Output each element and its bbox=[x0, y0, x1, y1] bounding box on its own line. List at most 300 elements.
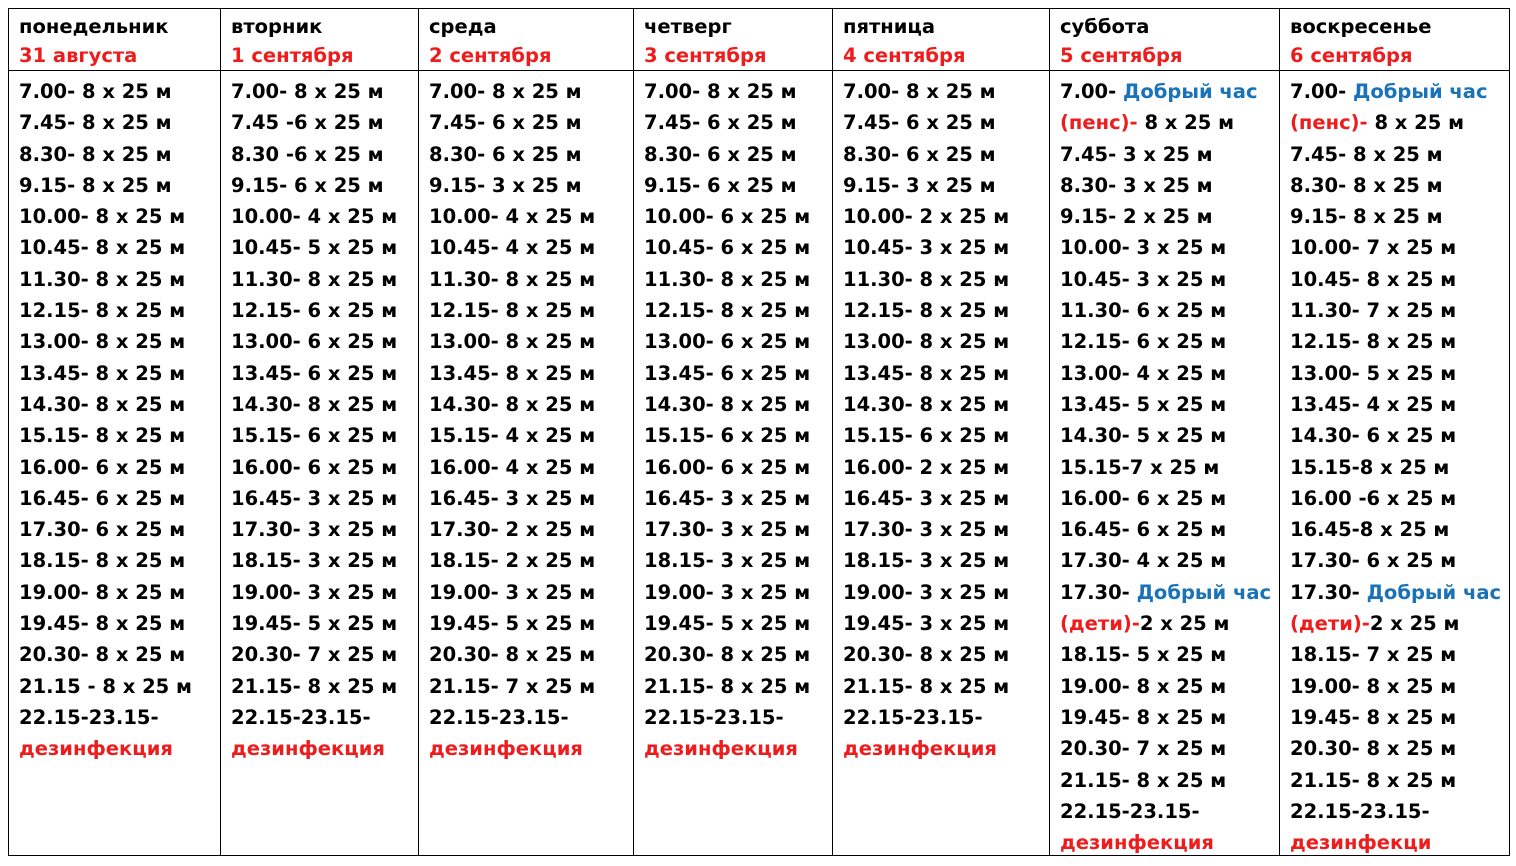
session-text: 22.15-23.15- bbox=[1290, 799, 1430, 823]
session-line bbox=[429, 139, 633, 170]
session-text: 19.45- 5 х 25 м bbox=[231, 612, 398, 636]
session-text: 17.30- 4 х 25 м bbox=[1060, 549, 1227, 573]
session-line bbox=[1060, 389, 1279, 420]
session-text: 10.45- 8 х 25 м bbox=[1290, 267, 1457, 291]
session-text: дезинфекция bbox=[19, 737, 173, 761]
session-line bbox=[1060, 702, 1279, 733]
session-text: 8.30- 8 х 25 м bbox=[1290, 173, 1443, 197]
session-text: дезинфекция bbox=[429, 737, 583, 761]
session-line bbox=[644, 639, 832, 670]
session-line bbox=[231, 264, 418, 295]
session-line bbox=[843, 139, 1049, 170]
session-text: 9.15- 3 х 25 м bbox=[843, 173, 996, 197]
session-line bbox=[1290, 107, 1509, 138]
session-text: 10.00- 6 х 25 м bbox=[644, 205, 811, 229]
session-text: 13.00- 6 х 25 м bbox=[644, 330, 811, 354]
session-text: 12.15- 8 х 25 м bbox=[1290, 330, 1457, 354]
session-line bbox=[429, 326, 633, 357]
session-line bbox=[429, 545, 633, 576]
session-text: 12.15- 6 х 25 м bbox=[1060, 330, 1227, 354]
session-line bbox=[429, 201, 633, 232]
session-list bbox=[1050, 71, 1279, 858]
session-text: 16.00- 6 х 25 м bbox=[1060, 486, 1227, 510]
session-line bbox=[231, 577, 418, 608]
session-line bbox=[19, 232, 220, 263]
day-date: 2 сентября bbox=[429, 44, 552, 67]
day-header bbox=[1050, 9, 1279, 71]
session-text: 19.00- 8 х 25 м bbox=[1290, 674, 1457, 698]
session-line bbox=[231, 702, 418, 733]
session-text: 11.30- 6 х 25 м bbox=[1060, 299, 1227, 323]
session-line bbox=[231, 201, 418, 232]
session-line bbox=[1290, 639, 1509, 670]
session-text: 10.45- 4 х 25 м bbox=[429, 236, 596, 260]
day-column-5 bbox=[1050, 9, 1280, 855]
session-line bbox=[1290, 608, 1509, 639]
session-text: 13.45- 6 х 25 м bbox=[644, 361, 811, 385]
session-text: 15.15- 6 х 25 м bbox=[843, 424, 1010, 448]
session-line bbox=[644, 514, 832, 545]
session-text: 22.15-23.15- bbox=[843, 705, 983, 729]
session-line bbox=[1290, 702, 1509, 733]
session-text: 13.00- 8 х 25 м bbox=[429, 330, 596, 354]
session-text: 20.30- 8 х 25 м bbox=[429, 643, 596, 667]
session-line bbox=[843, 702, 1049, 733]
session-text: 19.00- 8 х 25 м bbox=[19, 580, 186, 604]
session-line bbox=[19, 671, 220, 702]
session-line bbox=[644, 733, 832, 764]
day-name: четверг bbox=[644, 15, 732, 38]
day-column-4 bbox=[833, 9, 1050, 855]
day-header bbox=[419, 9, 633, 71]
session-line bbox=[843, 452, 1049, 483]
session-text: 11.30- 8 х 25 м bbox=[644, 267, 811, 291]
session-text: 21.15- 8 х 25 м bbox=[231, 674, 398, 698]
session-text: 12.15- 8 х 25 м bbox=[429, 299, 596, 323]
day-column-1 bbox=[221, 9, 419, 855]
session-line bbox=[19, 420, 220, 451]
session-line bbox=[644, 201, 832, 232]
session-text: 12.15- 8 х 25 м bbox=[19, 299, 186, 323]
session-text: 11.30- 7 х 25 м bbox=[1290, 299, 1457, 323]
session-text: 19.00- 3 х 25 м bbox=[231, 580, 398, 604]
session-line bbox=[429, 76, 633, 107]
session-line bbox=[1060, 170, 1279, 201]
session-text: 13.45- 6 х 25 м bbox=[231, 361, 398, 385]
session-text: 13.45- 4 х 25 м bbox=[1290, 392, 1457, 416]
session-text: 18.15- 3 х 25 м bbox=[644, 549, 811, 573]
session-text: 16.45- 6 х 25 м bbox=[1060, 518, 1227, 542]
session-text: Добрый час bbox=[1353, 80, 1488, 103]
session-text: (дети)- bbox=[1060, 612, 1140, 636]
session-line bbox=[1290, 765, 1509, 796]
session-line bbox=[1290, 514, 1509, 545]
session-line bbox=[19, 107, 220, 138]
session-line bbox=[231, 107, 418, 138]
session-text: 10.00- 2 х 25 м bbox=[843, 205, 1010, 229]
session-text: 20.30- 7 х 25 м bbox=[231, 643, 398, 667]
session-line bbox=[1060, 827, 1279, 858]
session-text: 10.45- 3 х 25 м bbox=[843, 236, 1010, 260]
session-line bbox=[19, 608, 220, 639]
session-line bbox=[644, 452, 832, 483]
session-text: 19.45- 8 х 25 м bbox=[19, 612, 186, 636]
session-text: дезинфекция bbox=[843, 737, 997, 761]
session-text: 14.30- 8 х 25 м bbox=[843, 392, 1010, 416]
session-text: 8.30- 6 х 25 м bbox=[429, 142, 582, 166]
session-line bbox=[1290, 733, 1509, 764]
session-line bbox=[19, 702, 220, 733]
session-text: 9.15- 6 х 25 м bbox=[231, 173, 384, 197]
session-text: 17.30- 3 х 25 м bbox=[231, 518, 398, 542]
session-line bbox=[1060, 452, 1279, 483]
session-line bbox=[644, 483, 832, 514]
session-line bbox=[429, 608, 633, 639]
session-line bbox=[843, 514, 1049, 545]
session-text: 16.45- 3 х 25 м bbox=[644, 486, 811, 510]
day-column-0 bbox=[9, 9, 221, 855]
day-date: 6 сентября bbox=[1290, 44, 1413, 67]
session-text: 10.45- 8 х 25 м bbox=[19, 236, 186, 260]
session-line bbox=[644, 702, 832, 733]
session-line bbox=[19, 483, 220, 514]
session-text: Добрый час bbox=[1366, 580, 1502, 604]
session-line bbox=[843, 420, 1049, 451]
session-text: 10.45- 3 х 25 м bbox=[1060, 267, 1227, 291]
session-line bbox=[429, 170, 633, 201]
session-text: 22.15-23.15- bbox=[644, 705, 784, 729]
session-text: 17.30- bbox=[1290, 580, 1367, 604]
session-line bbox=[1290, 827, 1509, 858]
day-column-6 bbox=[1280, 9, 1509, 855]
session-text: 16.45- 3 х 25 м bbox=[843, 486, 1010, 510]
session-line bbox=[429, 733, 633, 764]
session-line bbox=[1060, 326, 1279, 357]
session-line bbox=[644, 264, 832, 295]
session-line bbox=[19, 264, 220, 295]
session-text: 13.00- 6 х 25 м bbox=[231, 330, 398, 354]
session-line bbox=[231, 232, 418, 263]
session-text: 21.15- 8 х 25 м bbox=[1290, 768, 1457, 792]
session-list bbox=[221, 71, 418, 765]
session-text: 14.30- 8 х 25 м bbox=[231, 392, 398, 416]
session-line bbox=[1060, 765, 1279, 796]
session-text: (дети)- bbox=[1290, 612, 1370, 636]
session-text: 15.15-8 х 25 м bbox=[1290, 455, 1450, 479]
session-text: (пенс)- bbox=[1290, 111, 1368, 135]
session-text: 15.15- 4 х 25 м bbox=[429, 424, 596, 448]
session-line bbox=[19, 139, 220, 170]
session-text: 18.15- 3 х 25 м bbox=[843, 549, 1010, 573]
session-list bbox=[833, 71, 1049, 765]
session-line bbox=[1060, 264, 1279, 295]
day-name: суббота bbox=[1060, 15, 1150, 38]
session-line bbox=[1060, 639, 1279, 670]
session-line bbox=[231, 358, 418, 389]
session-line bbox=[1290, 420, 1509, 451]
session-text: 9.15- 3 х 25 м bbox=[429, 173, 582, 197]
session-text: 19.00- 3 х 25 м bbox=[843, 580, 1010, 604]
session-text: 8.30- 3 х 25 м bbox=[1060, 173, 1213, 197]
session-line bbox=[1290, 326, 1509, 357]
session-line bbox=[843, 358, 1049, 389]
session-line bbox=[644, 608, 832, 639]
session-text: 19.45- 5 х 25 м bbox=[644, 612, 811, 636]
session-text: 16.45- 3 х 25 м bbox=[231, 486, 398, 510]
session-line bbox=[1060, 796, 1279, 827]
session-line bbox=[1060, 608, 1279, 639]
session-text: 8 х 25 м bbox=[1367, 111, 1465, 135]
session-text: 17.30- 6 х 25 м bbox=[1290, 549, 1457, 573]
session-text: 20.30- 8 х 25 м bbox=[19, 643, 186, 667]
session-line bbox=[644, 358, 832, 389]
session-line bbox=[1290, 264, 1509, 295]
session-line bbox=[1060, 295, 1279, 326]
session-text: 16.00- 2 х 25 м bbox=[843, 455, 1010, 479]
session-text: 16.45- 3 х 25 м bbox=[429, 486, 596, 510]
day-date: 3 сентября bbox=[644, 44, 767, 67]
session-line bbox=[1290, 201, 1509, 232]
session-text: 19.45- 3 х 25 м bbox=[843, 612, 1010, 636]
session-line bbox=[19, 514, 220, 545]
day-header bbox=[634, 9, 832, 71]
session-text: 7.00- 8 х 25 м bbox=[644, 80, 797, 103]
session-text: 2 х 25 м bbox=[1369, 612, 1460, 636]
session-line bbox=[843, 232, 1049, 263]
session-text: 11.30- 8 х 25 м bbox=[19, 267, 186, 291]
session-text: 14.30- 5 х 25 м bbox=[1060, 424, 1227, 448]
session-line bbox=[1060, 671, 1279, 702]
session-text: 20.30- 8 х 25 м bbox=[1290, 737, 1457, 761]
session-text: 7.45- 6 х 25 м bbox=[429, 111, 582, 135]
session-line bbox=[429, 358, 633, 389]
session-line bbox=[1060, 483, 1279, 514]
session-line bbox=[1060, 201, 1279, 232]
session-line bbox=[1290, 358, 1509, 389]
session-line bbox=[429, 107, 633, 138]
session-text: 16.00- 6 х 25 м bbox=[644, 455, 811, 479]
schedule-table bbox=[8, 8, 1510, 856]
session-line bbox=[644, 170, 832, 201]
session-text: дезинфекция bbox=[231, 737, 385, 761]
session-text: 15.15- 6 х 25 м bbox=[644, 424, 811, 448]
day-header bbox=[1280, 9, 1509, 71]
day-date: 5 сентября bbox=[1060, 44, 1183, 67]
session-text: 11.30- 8 х 25 м bbox=[231, 267, 398, 291]
session-line bbox=[644, 139, 832, 170]
session-text: 12.15- 8 х 25 м bbox=[644, 299, 811, 323]
session-line bbox=[429, 295, 633, 326]
session-text: 13.45- 8 х 25 м bbox=[843, 361, 1010, 385]
session-text: 17.30- 3 х 25 м bbox=[843, 518, 1010, 542]
session-text: дезинфекция bbox=[1060, 831, 1214, 855]
session-line bbox=[843, 389, 1049, 420]
session-text: 8.30- 6 х 25 м bbox=[843, 142, 996, 166]
session-line bbox=[843, 326, 1049, 357]
session-line bbox=[843, 671, 1049, 702]
session-text: 10.45- 5 х 25 м bbox=[231, 236, 398, 260]
session-list bbox=[634, 71, 832, 765]
session-text: 17.30- bbox=[1060, 580, 1137, 604]
session-line bbox=[231, 139, 418, 170]
session-line bbox=[429, 702, 633, 733]
session-line bbox=[1290, 389, 1509, 420]
session-line bbox=[644, 420, 832, 451]
day-name: понедельник bbox=[19, 15, 169, 38]
session-text: 14.30- 6 х 25 м bbox=[1290, 424, 1457, 448]
session-text: 9.15- 8 х 25 м bbox=[1290, 205, 1443, 229]
session-line bbox=[843, 170, 1049, 201]
session-text: 8.30 -6 х 25 м bbox=[231, 142, 384, 166]
session-line bbox=[843, 264, 1049, 295]
session-line bbox=[1060, 420, 1279, 451]
session-line bbox=[429, 639, 633, 670]
session-line bbox=[231, 389, 418, 420]
session-text: 9.15- 2 х 25 м bbox=[1060, 205, 1213, 229]
session-line bbox=[1290, 139, 1509, 170]
day-date: 4 сентября bbox=[843, 44, 966, 67]
session-text: 14.30- 8 х 25 м bbox=[429, 392, 596, 416]
session-line bbox=[1290, 483, 1509, 514]
session-line bbox=[843, 107, 1049, 138]
day-date: 31 августа bbox=[19, 44, 138, 67]
day-column-3 bbox=[634, 9, 833, 855]
session-line bbox=[19, 295, 220, 326]
session-text: 16.00- 4 х 25 м bbox=[429, 455, 596, 479]
day-header bbox=[9, 9, 220, 71]
session-line bbox=[843, 201, 1049, 232]
session-line bbox=[231, 514, 418, 545]
day-name: пятница bbox=[843, 15, 936, 38]
session-text: 11.30- 8 х 25 м bbox=[843, 267, 1010, 291]
day-header bbox=[833, 9, 1049, 71]
session-line bbox=[231, 733, 418, 764]
session-text: 21.15- 8 х 25 м bbox=[644, 674, 811, 698]
session-line bbox=[19, 545, 220, 576]
session-line bbox=[843, 577, 1049, 608]
session-text: 13.45- 8 х 25 м bbox=[19, 361, 186, 385]
session-text: 18.15- 5 х 25 м bbox=[1060, 643, 1227, 667]
session-text: 17.30- 2 х 25 м bbox=[429, 518, 596, 542]
session-line bbox=[429, 514, 633, 545]
session-text: 22.15-23.15- bbox=[231, 705, 371, 729]
session-line bbox=[429, 232, 633, 263]
session-line bbox=[1290, 232, 1509, 263]
session-text: 19.45- 8 х 25 м bbox=[1060, 705, 1227, 729]
session-line bbox=[843, 483, 1049, 514]
session-text: 18.15- 8 х 25 м bbox=[19, 549, 186, 573]
session-text: дезинфекци bbox=[1290, 831, 1432, 855]
session-line bbox=[429, 420, 633, 451]
day-column-2 bbox=[419, 9, 634, 855]
session-text: 19.00- 3 х 25 м bbox=[644, 580, 811, 604]
session-line bbox=[644, 232, 832, 263]
session-line bbox=[1290, 796, 1509, 827]
session-text: 10.00- 4 х 25 м bbox=[429, 205, 596, 229]
session-line bbox=[19, 389, 220, 420]
session-line bbox=[231, 76, 418, 107]
session-text: 7.00- 8 х 25 м bbox=[429, 80, 582, 103]
session-text: 15.15- 6 х 25 м bbox=[231, 424, 398, 448]
session-text: 19.00- 3 х 25 м bbox=[429, 580, 596, 604]
session-line bbox=[1060, 139, 1279, 170]
session-line bbox=[231, 420, 418, 451]
session-text: 7.45- 6 х 25 м bbox=[644, 111, 797, 135]
session-line bbox=[843, 733, 1049, 764]
session-text: 13.00- 5 х 25 м bbox=[1290, 361, 1457, 385]
session-text: 10.00- 4 х 25 м bbox=[231, 205, 398, 229]
session-line bbox=[644, 295, 832, 326]
session-text: 13.00- 8 х 25 м bbox=[19, 330, 186, 354]
session-text: 14.30- 8 х 25 м bbox=[19, 392, 186, 416]
session-text: 22.15-23.15- bbox=[19, 705, 159, 729]
session-line bbox=[19, 76, 220, 107]
session-line bbox=[1290, 170, 1509, 201]
session-line bbox=[1060, 733, 1279, 764]
session-text: 13.00- 4 х 25 м bbox=[1060, 361, 1227, 385]
session-line bbox=[644, 671, 832, 702]
session-text: 7.45- 6 х 25 м bbox=[843, 111, 996, 135]
session-line bbox=[1290, 671, 1509, 702]
session-line bbox=[1060, 76, 1279, 107]
session-text: 10.00- 7 х 25 м bbox=[1290, 236, 1457, 260]
session-line bbox=[231, 545, 418, 576]
session-line bbox=[843, 639, 1049, 670]
session-line bbox=[1290, 545, 1509, 576]
session-text: 20.30- 7 х 25 м bbox=[1060, 737, 1227, 761]
day-name: вторник bbox=[231, 15, 323, 38]
session-line bbox=[843, 76, 1049, 107]
session-line bbox=[1290, 295, 1509, 326]
session-text: 17.30- 3 х 25 м bbox=[644, 518, 811, 542]
day-date: 1 сентября bbox=[231, 44, 354, 67]
session-line bbox=[231, 295, 418, 326]
session-line bbox=[843, 545, 1049, 576]
session-text: 16.00- 6 х 25 м bbox=[231, 455, 398, 479]
session-line bbox=[429, 483, 633, 514]
session-line bbox=[1060, 358, 1279, 389]
session-text: 9.15- 6 х 25 м bbox=[644, 173, 797, 197]
session-text: 13.00- 8 х 25 м bbox=[843, 330, 1010, 354]
session-line bbox=[644, 326, 832, 357]
session-line bbox=[19, 358, 220, 389]
session-line bbox=[644, 577, 832, 608]
session-list bbox=[419, 71, 633, 765]
session-line bbox=[231, 452, 418, 483]
session-line bbox=[1060, 514, 1279, 545]
session-text: 16.45-8 х 25 м bbox=[1290, 518, 1450, 542]
session-text: 7.00- 8 х 25 м bbox=[231, 80, 384, 103]
session-line bbox=[843, 608, 1049, 639]
session-line bbox=[644, 389, 832, 420]
session-text: 22.15-23.15- bbox=[429, 705, 569, 729]
session-text: 15.15-7 х 25 м bbox=[1060, 455, 1220, 479]
session-text: 7.45- 3 х 25 м bbox=[1060, 142, 1213, 166]
session-line bbox=[644, 107, 832, 138]
session-text: 22.15-23.15- bbox=[1060, 799, 1200, 823]
session-text: 2 х 25 м bbox=[1139, 612, 1230, 636]
session-text: 7.00- 8 х 25 м bbox=[843, 80, 996, 103]
session-text: дезинфекция bbox=[644, 737, 798, 761]
session-text: 17.30- 6 х 25 м bbox=[19, 518, 186, 542]
session-text: 21.15- 8 х 25 м bbox=[843, 674, 1010, 698]
session-line bbox=[429, 264, 633, 295]
session-text: 10.45- 6 х 25 м bbox=[644, 236, 811, 260]
session-text: 8.30- 8 х 25 м bbox=[19, 142, 172, 166]
session-text: 10.00- 3 х 25 м bbox=[1060, 236, 1227, 260]
session-text: 7.45- 8 х 25 м bbox=[1290, 142, 1443, 166]
session-line bbox=[1290, 76, 1509, 107]
